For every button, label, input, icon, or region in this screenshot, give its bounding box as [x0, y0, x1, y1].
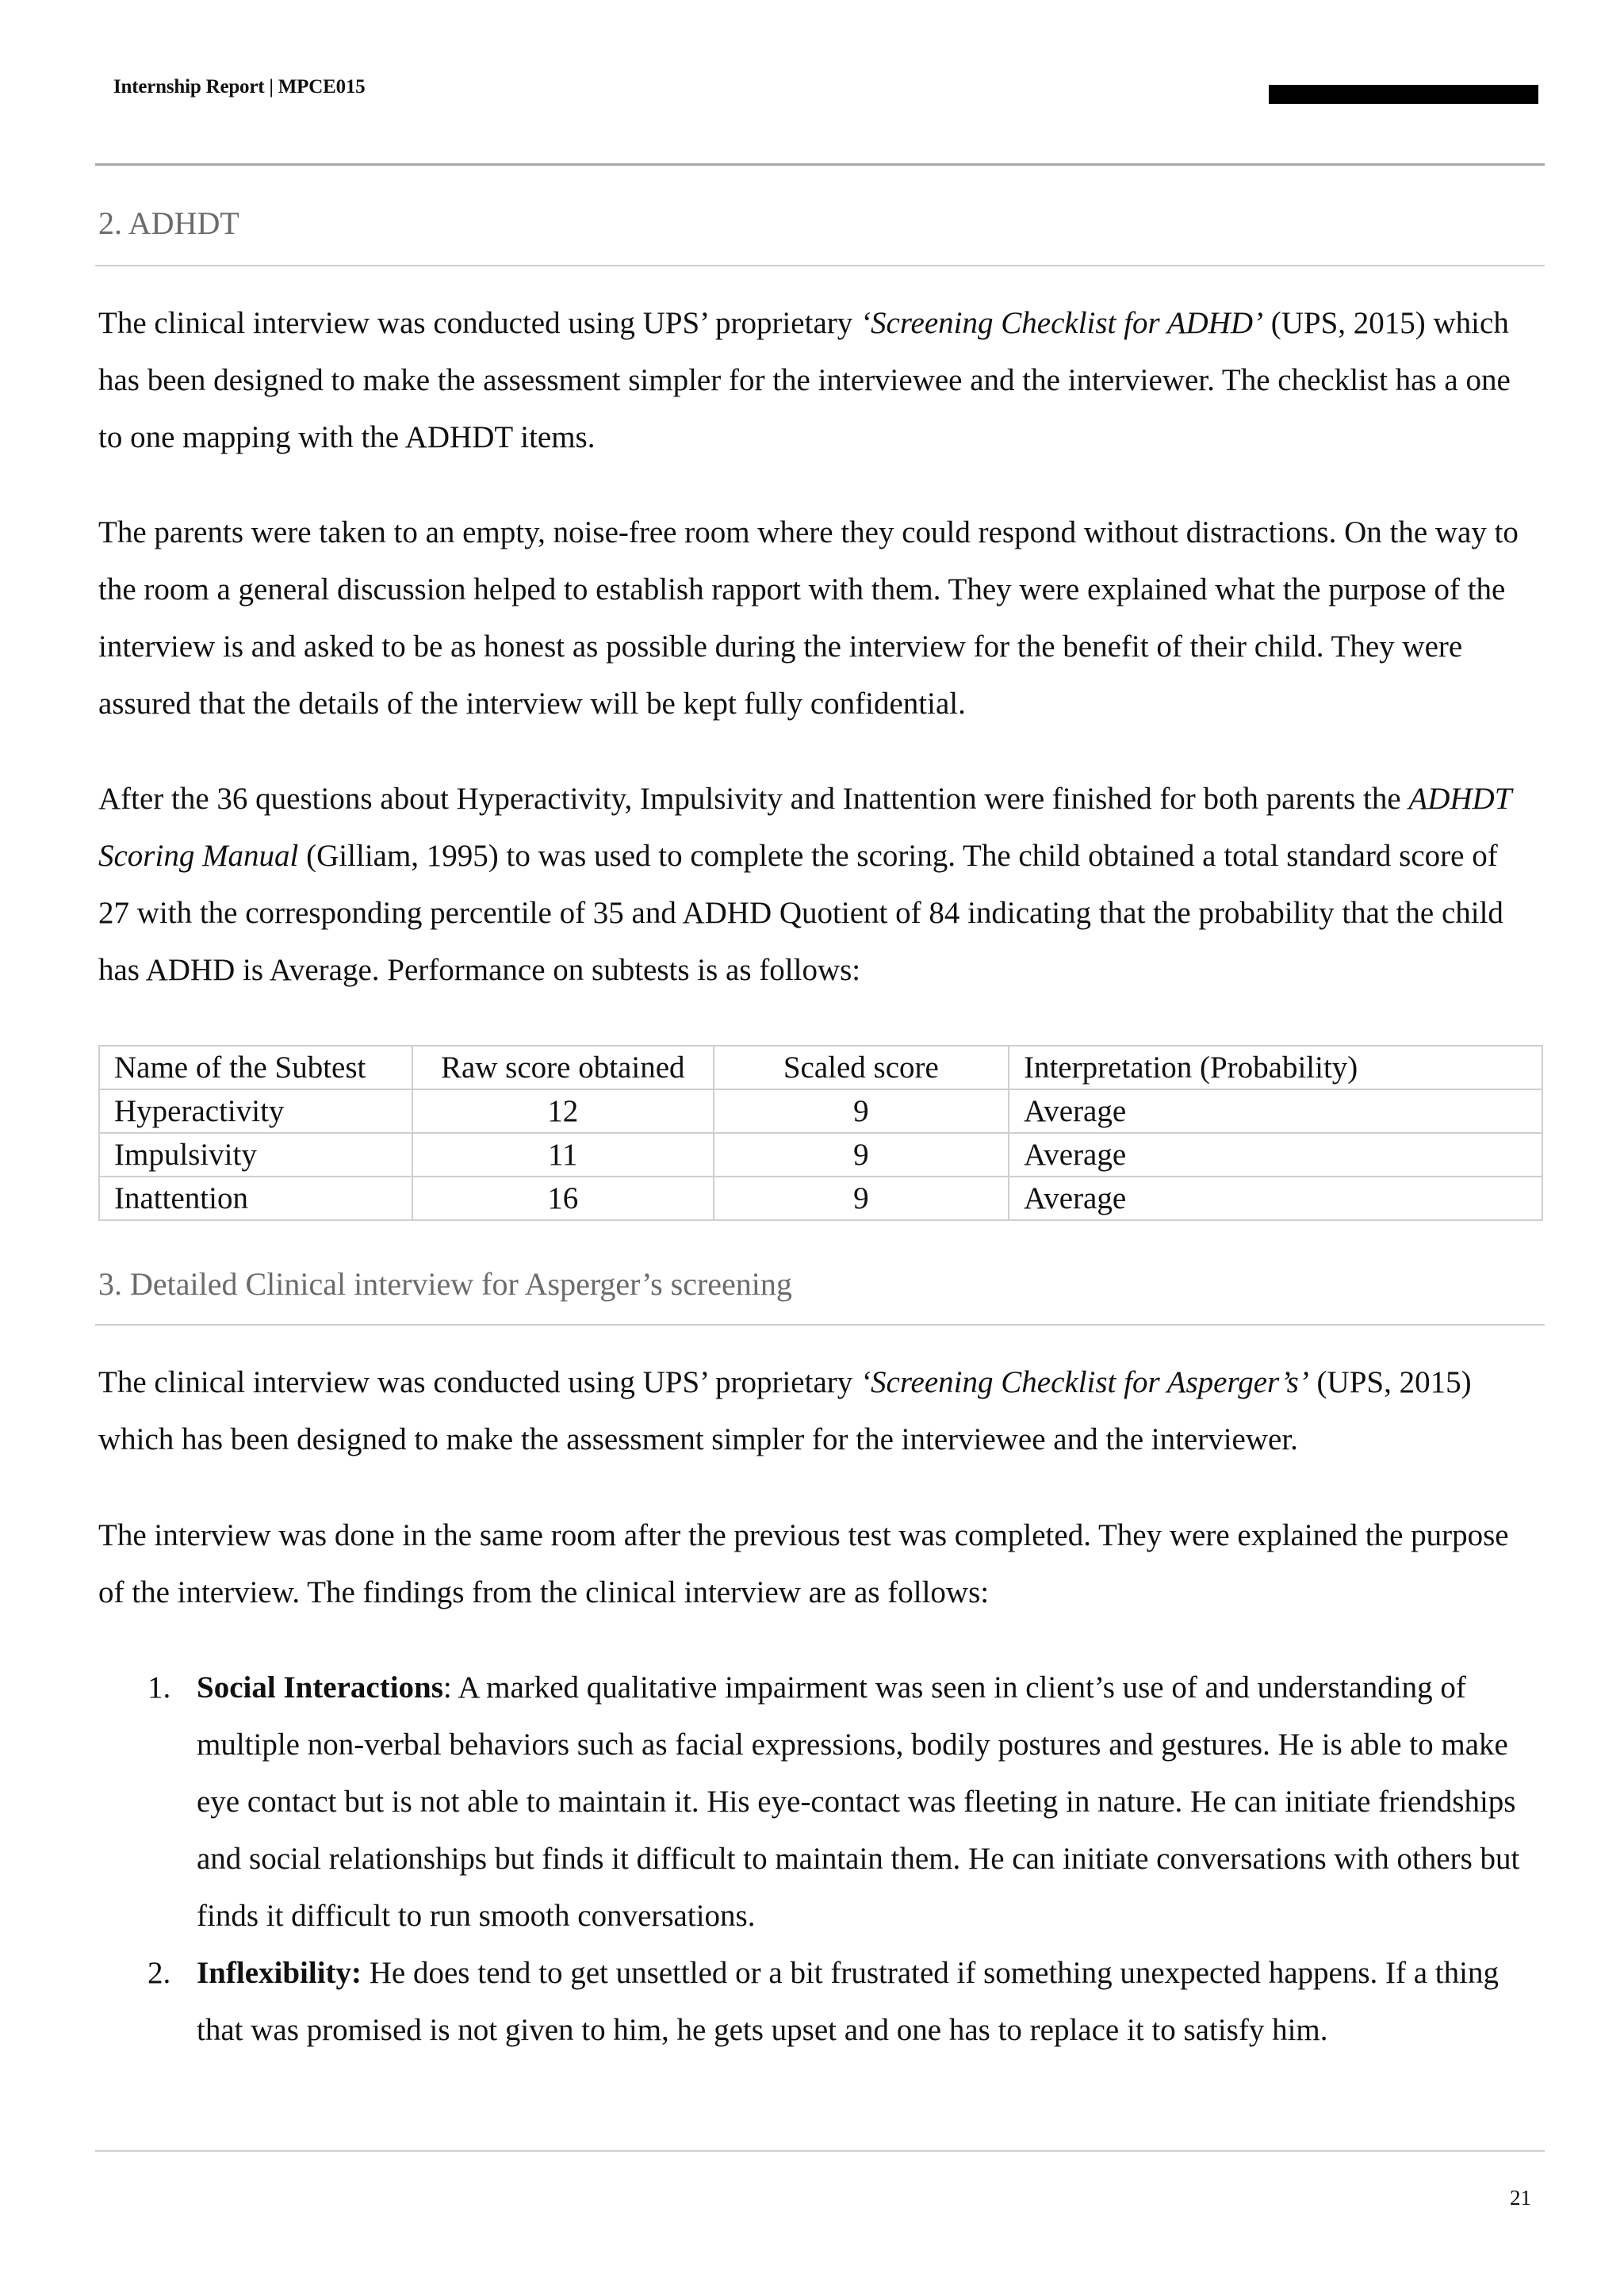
- list-item: [98, 1945, 1526, 2059]
- table-row: [99, 1133, 1542, 1177]
- paragraph-asperger-intro: The clinical interview was conducted using UPS’ proprietary ‘Screening Checklist for Asperger’s’ (UPS, 2015) which has been designed to make the assessment simpler for the interviewee and the interviewer.: [98, 1365, 1472, 1456]
- column-header: Interpretation (Probability): [1009, 1046, 1542, 1089]
- table-header-row: [99, 1046, 1542, 1089]
- page-number: 21: [1510, 2186, 1531, 2210]
- paragraph-asperger-setting: The interview was done in the same room after the previous test was completed. They were explained the purpose of the interview. The findings from the clinical interview are as follows:: [98, 1518, 1509, 1609]
- table-row: [99, 1089, 1542, 1133]
- interpretation: Average: [1009, 1177, 1542, 1220]
- paragraph-adhdt-intro: The clinical interview was conducted using UPS’ proprietary ‘Screening Checklist for ADHD’ (UPS, 2015) which has been designed to make the assessment simpler for the interviewee and the interviewer. The checklist has a one to one mapping with the ADHDT items.: [98, 306, 1511, 454]
- subtest-name: Hyperactivity: [99, 1089, 412, 1133]
- list-item: 1. Social Interactions: A marked qualitative impairment was seen in client’s use of and understanding of multiple non-verbal behaviors such as facial expressions, bodily postures and gestures. He is able to make eye contact but is not able to maintain it. His eye-contact was fleeting in nature. He can initiate friendships and social relationships but finds it difficult to maintain them. He can initiate conversations with others but finds it difficult to run smooth conversations.: [98, 1659, 1526, 1945]
- manual-title: ADHDT Scoring Manual: [98, 782, 1511, 873]
- header-divider: [95, 163, 1545, 166]
- footer-divider: [95, 2150, 1545, 2152]
- scaled-score: 9: [714, 1133, 1009, 1177]
- interpretation: Average: [1009, 1133, 1542, 1177]
- finding-term: Social Interactions: [197, 1670, 443, 1705]
- scaled-score: 9: [714, 1089, 1009, 1133]
- column-header: Scaled score: [714, 1046, 1009, 1089]
- raw-score: 11: [412, 1133, 714, 1177]
- raw-score: 12: [412, 1089, 714, 1133]
- section-divider: [95, 1324, 1545, 1326]
- section-divider: [95, 265, 1545, 266]
- subtest-name: Inattention: [99, 1177, 412, 1220]
- table-row: [99, 1177, 1542, 1220]
- finding-text: He does tend to get unsettled or a bit frustrated if something unexpected happens. If a thing that was promised is not given to him, he gets upset and one has to replace it to satisfy him.: [197, 1956, 1499, 2047]
- column-header: Raw score obtained: [412, 1046, 714, 1089]
- checklist-title: ‘Screening Checklist for ADHD’: [860, 306, 1263, 340]
- list-number: 2.: [147, 1956, 171, 1990]
- finding-term: Inflexibility:: [197, 1956, 362, 1990]
- column-header: Name of the Subtest: [99, 1046, 412, 1089]
- section-heading-adhdt: 2. ADHDT: [98, 205, 239, 241]
- checklist-title: ‘Screening Checklist for Asperger’s’: [860, 1365, 1309, 1399]
- finding-text: A marked qualitative impairment was seen in client’s use of and understanding of multiple non-verbal behaviors such as facial expressions, bodily postures and gestures. He is able to make eye contact but is not able to maintain it. His eye-contact was fleeting in nature. He can initiate friendships and social relationships but finds it difficult to maintain them. He can initiate conversations with others but finds it difficult to run smooth conversations.: [197, 1670, 1520, 1933]
- raw-score: 16: [412, 1177, 714, 1220]
- findings-list: [98, 1659, 1526, 2059]
- paragraph-adhdt-scoring: After the 36 questions about Hyperactivity, Impulsivity and Inattention were finished for both parents the ADHDT Scoring Manual (Gilliam, 1995) to was used to complete the scoring. The child obtained a total standard score of 27 with the corresponding percentile of 35 and ADHD Quotient of 84 indicating that the probability that the child has ADHD is Average. Performance on subtests is as follows:: [98, 782, 1511, 987]
- redaction-bar: [1269, 85, 1538, 104]
- interpretation: Average: [1009, 1089, 1542, 1133]
- report-header-title: Internship Report | MPCE015: [113, 76, 366, 98]
- scaled-score: 9: [714, 1177, 1009, 1220]
- subtest-table: [98, 1045, 1543, 1221]
- section-heading-asperger: 3. Detailed Clinical interview for Asperger’s screening: [98, 1266, 792, 1302]
- list-number: 1.: [147, 1670, 171, 1705]
- paragraph-adhdt-setting: The parents were taken to an empty, noise-free room where they could respond without distractions. On the way to the room a general discussion helped to establish rapport with them. They were explained what the purpose of the interview is and asked to be as honest as possible during the interview for the benefit of their child. They were assured that the details of the interview will be kept fully confidential.: [98, 515, 1519, 721]
- subtest-name: Impulsivity: [99, 1133, 412, 1177]
